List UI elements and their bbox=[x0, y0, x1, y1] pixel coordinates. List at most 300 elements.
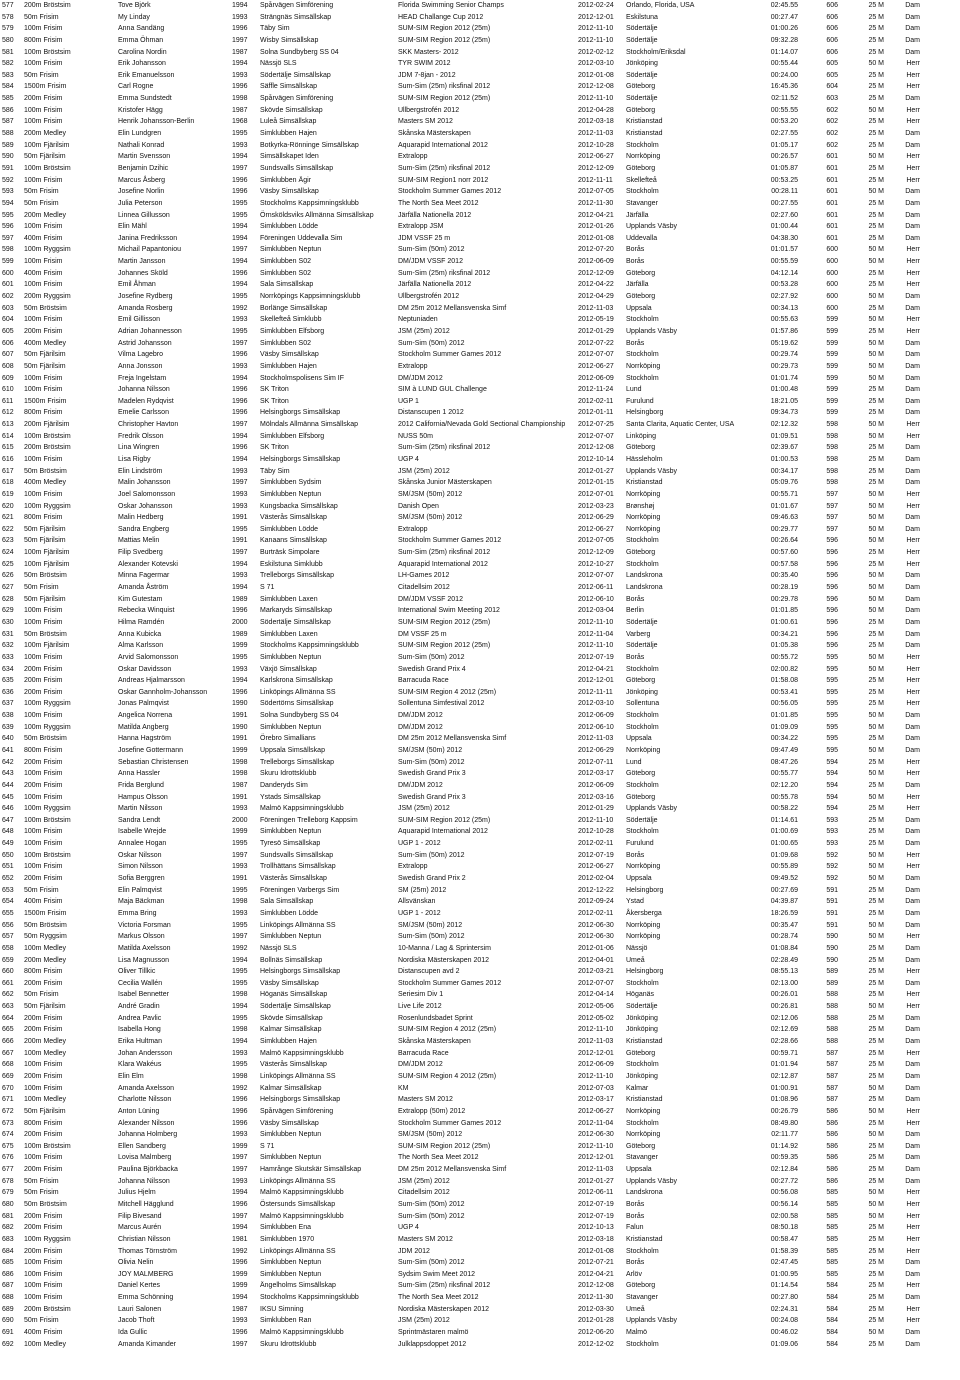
swimmer-name-cell: Anna Jonsson bbox=[118, 362, 163, 370]
date-cell: 2012-04-28 bbox=[578, 106, 614, 114]
rank-cell: 692 bbox=[2, 1340, 14, 1348]
event-cell: 100m Fjärilsim bbox=[24, 560, 70, 568]
birth-year-cell: 1993 bbox=[232, 71, 248, 79]
points-cell: 588 bbox=[826, 1026, 838, 1034]
swimmer-name-cell: Alexander Nilsson bbox=[118, 1119, 175, 1127]
competition-cell: Julklappsdoppet 2012 bbox=[398, 1340, 467, 1348]
event-cell: 100m Frisim bbox=[24, 1282, 63, 1290]
table-row bbox=[0, 326, 960, 338]
club-cell: Stockholms Kappsimningsklubb bbox=[260, 642, 359, 650]
swimmer-name-cell: Jonas Palmqvist bbox=[118, 700, 169, 708]
city-cell: Malmö bbox=[626, 1329, 648, 1337]
time-cell: 02:00.82 bbox=[770, 665, 798, 673]
rank-cell: 621 bbox=[2, 514, 14, 522]
club-cell: Linköpings Allmänna SS bbox=[260, 1072, 336, 1080]
time-cell: 04:38.30 bbox=[770, 234, 798, 242]
event-cell: 200m Frisim bbox=[24, 327, 63, 335]
date-cell: 2012-11-10 bbox=[578, 816, 614, 824]
date-cell: 2012-11-11 bbox=[578, 176, 613, 184]
gender-cell: Herr bbox=[906, 793, 920, 801]
table-row bbox=[0, 47, 960, 59]
rank-cell: 687 bbox=[2, 1282, 14, 1290]
pool-length-cell: 50 M bbox=[868, 863, 884, 871]
gender-cell: Herr bbox=[906, 1212, 920, 1220]
gender-cell: Herr bbox=[906, 770, 920, 778]
event-cell: 50m Fjärilsim bbox=[24, 362, 66, 370]
table-row bbox=[0, 466, 960, 478]
swimmer-name-cell: Filip Bivesand bbox=[118, 1212, 162, 1220]
time-cell: 08:50.18 bbox=[770, 1224, 798, 1232]
pool-length-cell: 25 M bbox=[868, 805, 884, 813]
rank-cell: 591 bbox=[2, 164, 14, 172]
birth-year-cell: 1991 bbox=[232, 712, 248, 720]
event-cell: 50m Bröstsim bbox=[24, 467, 67, 475]
event-cell: 400m Frisim bbox=[24, 234, 63, 242]
competition-cell: SM/JSM (50m) 2012 bbox=[398, 490, 463, 498]
event-cell: 100m Medley bbox=[24, 944, 67, 952]
date-cell: 2012-05-19 bbox=[578, 316, 614, 324]
city-cell: Göteborg bbox=[626, 1049, 656, 1057]
birth-year-cell: 1995 bbox=[232, 1014, 248, 1022]
gender-cell: Dam bbox=[905, 875, 920, 883]
competition-cell: The North Sea Meet 2012 bbox=[398, 1294, 479, 1302]
gender-cell: Herr bbox=[906, 677, 920, 685]
points-cell: 588 bbox=[826, 1038, 838, 1046]
competition-cell: The North Sea Meet 2012 bbox=[398, 1154, 479, 1162]
points-cell: 589 bbox=[826, 968, 838, 976]
points-cell: 599 bbox=[826, 339, 838, 347]
pool-length-cell: 25 M bbox=[868, 83, 884, 91]
pool-length-cell: 25 M bbox=[868, 816, 884, 824]
rank-cell: 585 bbox=[2, 95, 14, 103]
points-cell: 601 bbox=[826, 234, 838, 242]
event-cell: 100m Frisim bbox=[24, 828, 63, 836]
competition-cell: DM/JDM 2012 bbox=[398, 723, 443, 731]
competition-cell: Masters SM 2012 bbox=[398, 118, 453, 126]
points-cell: 595 bbox=[826, 723, 838, 731]
event-cell: 100m Frisim bbox=[24, 386, 63, 394]
city-cell: Jönköping bbox=[626, 1072, 658, 1080]
pool-length-cell: 25 M bbox=[868, 1340, 884, 1348]
club-cell: Botkyrka-Rönninge Simsällskap bbox=[260, 141, 359, 149]
points-cell: 599 bbox=[826, 374, 838, 382]
points-cell: 594 bbox=[826, 793, 838, 801]
table-row bbox=[0, 1071, 960, 1083]
swimmer-name-cell: Isabel Bennetter bbox=[118, 991, 169, 999]
club-cell: Trelleborgs Simsällskap bbox=[260, 758, 335, 766]
date-cell: 2012-03-17 bbox=[578, 770, 614, 778]
pool-length-cell: 25 M bbox=[868, 234, 884, 242]
swimmer-name-cell: Lisa Rigby bbox=[118, 455, 151, 463]
club-cell: Simklubben S02 bbox=[260, 269, 311, 277]
pool-length-cell: 50 M bbox=[868, 572, 884, 580]
swimmer-name-cell: Sandra Lendt bbox=[118, 816, 161, 824]
swimmer-name-cell: Markus Olsson bbox=[118, 933, 165, 941]
swimmer-name-cell: Linnea Gillusson bbox=[118, 211, 170, 219]
date-cell: 2012-05-06 bbox=[578, 1003, 614, 1011]
rank-cell: 596 bbox=[2, 223, 14, 231]
event-cell: 50m Frisim bbox=[24, 1177, 59, 1185]
rank-cell: 663 bbox=[2, 1003, 14, 1011]
gender-cell: Dam bbox=[905, 572, 920, 580]
club-cell: Växjö Simsällskap bbox=[260, 665, 317, 673]
city-cell: Åkersberga bbox=[626, 909, 662, 917]
pool-length-cell: 25 M bbox=[868, 1294, 884, 1302]
birth-year-cell: 1997 bbox=[232, 1166, 248, 1174]
points-cell: 597 bbox=[826, 502, 838, 510]
points-cell: 588 bbox=[826, 1003, 838, 1011]
table-row bbox=[0, 1024, 960, 1036]
date-cell: 2012-06-10 bbox=[578, 595, 614, 603]
event-cell: 100m Frisim bbox=[24, 374, 63, 382]
points-cell: 596 bbox=[826, 560, 838, 568]
swimmer-name-cell: Emma Öhman bbox=[118, 36, 164, 44]
gender-cell: Dam bbox=[905, 1026, 920, 1034]
rank-cell: 669 bbox=[2, 1072, 14, 1080]
points-cell: 597 bbox=[826, 490, 838, 498]
swimmer-name-cell: Anna Hassler bbox=[118, 770, 161, 778]
table-row bbox=[0, 1059, 960, 1071]
swimmer-name-cell: Oskar Davidsson bbox=[118, 665, 172, 673]
pool-length-cell: 25 M bbox=[868, 840, 884, 848]
event-cell: 1500m Frisim bbox=[24, 909, 67, 917]
table-row bbox=[0, 617, 960, 629]
rank-cell: 597 bbox=[2, 234, 14, 242]
city-cell: Jönköping bbox=[626, 1026, 658, 1034]
club-cell: Skuru Idrottsklubb bbox=[260, 1340, 317, 1348]
event-cell: 50m Fjärilsim bbox=[24, 525, 66, 533]
competition-cell: SUM-SIM Region 2012 (25m) bbox=[398, 1142, 491, 1150]
pool-length-cell: 50 M bbox=[868, 1131, 884, 1139]
gender-cell: Dam bbox=[905, 479, 920, 487]
rank-cell: 635 bbox=[2, 677, 14, 685]
swimmer-name-cell: Malin Johansson bbox=[118, 479, 171, 487]
time-cell: 00:34.13 bbox=[770, 304, 798, 312]
time-cell: 01:01.94 bbox=[770, 1061, 798, 1069]
birth-year-cell: 1995 bbox=[232, 130, 248, 138]
points-cell: 585 bbox=[826, 1200, 838, 1208]
birth-year-cell: 1998 bbox=[232, 758, 248, 766]
points-cell: 594 bbox=[826, 770, 838, 778]
table-row bbox=[0, 640, 960, 652]
rank-cell: 607 bbox=[2, 351, 14, 359]
gender-cell: Dam bbox=[905, 1096, 920, 1104]
time-cell: 09:47.49 bbox=[770, 747, 798, 754]
rank-cell: 627 bbox=[2, 584, 14, 592]
swimmer-name-cell: Elin Mähl bbox=[118, 223, 147, 231]
table-row bbox=[0, 314, 960, 326]
rank-cell: 665 bbox=[2, 1026, 14, 1034]
gender-cell: Herr bbox=[906, 432, 920, 440]
competition-cell: Masters SM 2012 bbox=[398, 1235, 453, 1243]
event-cell: 200m Frisim bbox=[24, 677, 63, 685]
event-cell: 200m Medley bbox=[24, 956, 67, 964]
club-cell: Simklubben Neptun bbox=[260, 653, 322, 661]
city-cell: Borås bbox=[626, 851, 645, 859]
pool-length-cell: 25 M bbox=[868, 642, 884, 650]
gender-cell: Herr bbox=[906, 60, 920, 68]
rank-cell: 670 bbox=[2, 1084, 14, 1092]
points-cell: 606 bbox=[826, 48, 838, 56]
table-row bbox=[0, 407, 960, 419]
swimmer-name-cell: Amanda Axelsson bbox=[118, 1084, 175, 1092]
gender-cell: Dam bbox=[905, 199, 920, 207]
birth-year-cell: 1991 bbox=[232, 537, 248, 545]
gender-cell: Herr bbox=[906, 246, 920, 254]
time-cell: 00:55.78 bbox=[770, 793, 798, 801]
points-cell: 587 bbox=[826, 1096, 838, 1104]
time-cell: 09:34.73 bbox=[770, 409, 798, 417]
pool-length-cell: 25 M bbox=[868, 944, 884, 952]
birth-year-cell: 1996 bbox=[232, 1200, 248, 1208]
time-cell: 00:24.00 bbox=[770, 71, 798, 79]
swimmer-name-cell: Amanda Rosberg bbox=[118, 304, 173, 312]
table-row bbox=[0, 163, 960, 175]
table-row bbox=[0, 186, 960, 198]
gender-cell: Herr bbox=[906, 758, 920, 766]
birth-year-cell: 1990 bbox=[232, 723, 248, 731]
table-row bbox=[0, 373, 960, 385]
date-cell: 2012-01-29 bbox=[578, 327, 614, 335]
competition-cell: Sum-Sim (50m) 2012 bbox=[398, 339, 465, 347]
club-cell: Helsingborgs Simsällskap bbox=[260, 1096, 341, 1104]
event-cell: 100m Frisim bbox=[24, 1294, 63, 1302]
club-cell: Södertälje Simsällskap bbox=[260, 1003, 331, 1011]
event-cell: 50m Ryggsim bbox=[24, 933, 67, 941]
city-cell: Stockholm bbox=[626, 712, 659, 720]
table-row bbox=[0, 419, 960, 431]
event-cell: 400m Frisim bbox=[24, 269, 63, 277]
birth-year-cell: 1996 bbox=[232, 1107, 248, 1115]
event-cell: 200m Frisim bbox=[24, 875, 63, 883]
points-cell: 602 bbox=[826, 141, 838, 149]
time-cell: 00:29.74 bbox=[770, 351, 798, 359]
pool-length-cell: 50 M bbox=[868, 106, 884, 114]
event-cell: 200m Frisim bbox=[24, 1014, 63, 1022]
event-cell: 100m Medley bbox=[24, 1096, 67, 1104]
pool-length-cell: 25 M bbox=[868, 1270, 884, 1278]
rank-cell: 691 bbox=[2, 1329, 14, 1337]
swimmer-name-cell: Elin Lindström bbox=[118, 467, 163, 475]
event-cell: 100m Frisim bbox=[24, 176, 63, 184]
city-cell: Hässleholm bbox=[626, 455, 663, 463]
pool-length-cell: 25 M bbox=[868, 1166, 884, 1174]
date-cell: 2012-11-10 bbox=[578, 1142, 614, 1150]
time-cell: 01:08.84 bbox=[770, 944, 798, 952]
time-cell: 00:26.01 bbox=[770, 991, 798, 999]
swimmer-name-cell: Alma Karlsson bbox=[118, 642, 164, 650]
gender-cell: Herr bbox=[906, 653, 920, 661]
swimmer-name-cell: Adrian Johannesson bbox=[118, 327, 182, 335]
swimmer-name-cell: Oskar Nilsson bbox=[118, 851, 162, 859]
birth-year-cell: 1997 bbox=[232, 246, 248, 254]
competition-cell: Skånska Mästerskapen bbox=[398, 1038, 471, 1046]
birth-year-cell: 1995 bbox=[232, 979, 248, 987]
swimmer-name-cell: Mattias Melin bbox=[118, 537, 160, 545]
rank-cell: 685 bbox=[2, 1259, 14, 1267]
rank-cell: 614 bbox=[2, 432, 14, 440]
club-cell: Simklubben Ena bbox=[260, 1224, 311, 1232]
pool-length-cell: 25 M bbox=[868, 1282, 884, 1290]
points-cell: 602 bbox=[826, 130, 838, 138]
date-cell: 2012-01-08 bbox=[578, 234, 614, 242]
event-cell: 100m Bröstsim bbox=[24, 1142, 71, 1150]
points-cell: 587 bbox=[826, 1072, 838, 1080]
event-cell: 100m Frisim bbox=[24, 1084, 63, 1092]
table-row bbox=[0, 384, 960, 396]
table-row bbox=[0, 442, 960, 454]
date-cell: 2012-01-28 bbox=[578, 1317, 614, 1325]
birth-year-cell: 1994 bbox=[232, 584, 248, 592]
table-row bbox=[0, 221, 960, 233]
points-cell: 598 bbox=[826, 432, 838, 440]
gender-cell: Herr bbox=[906, 1200, 920, 1208]
rank-cell: 681 bbox=[2, 1212, 14, 1220]
date-cell: 2012-12-09 bbox=[578, 164, 614, 172]
gender-cell: Dam bbox=[905, 444, 920, 452]
club-cell: Spårvägen Simförening bbox=[260, 2, 334, 9]
date-cell: 2012-06-27 bbox=[578, 525, 614, 533]
date-cell: 2012-06-30 bbox=[578, 921, 614, 929]
time-cell: 00:55.77 bbox=[770, 770, 798, 778]
gender-cell: Herr bbox=[906, 1003, 920, 1011]
event-cell: 100m Frisim bbox=[24, 863, 63, 871]
competition-cell: UGP 4 bbox=[398, 455, 419, 463]
club-cell: Simklubben Neptun bbox=[260, 246, 322, 254]
points-cell: 588 bbox=[826, 991, 838, 999]
date-cell: 2012-12-01 bbox=[578, 13, 614, 21]
competition-cell: Danish Open bbox=[398, 502, 439, 510]
birth-year-cell: 1997 bbox=[232, 164, 248, 172]
birth-year-cell: 1993 bbox=[232, 141, 248, 149]
competition-cell: DM 25m 2012 Mellansvenska Simf bbox=[398, 735, 507, 743]
time-cell: 01:14.61 bbox=[770, 816, 798, 824]
rank-cell: 658 bbox=[2, 944, 14, 952]
table-row bbox=[0, 1036, 960, 1048]
time-cell: 00:29.73 bbox=[770, 362, 798, 370]
swimmer-name-cell: Johan Andersson bbox=[118, 1049, 173, 1057]
club-cell: Väsby Simsällskap bbox=[260, 188, 319, 196]
competition-cell: Distanscupen 1 2012 bbox=[398, 409, 464, 417]
date-cell: 2012-12-01 bbox=[578, 1154, 614, 1162]
pool-length-cell: 25 M bbox=[868, 781, 884, 789]
date-cell: 2012-11-24 bbox=[578, 386, 614, 394]
time-cell: 02:12.84 bbox=[770, 1166, 798, 1174]
birth-year-cell: 1994 bbox=[232, 1038, 248, 1046]
city-cell: Linköping bbox=[626, 432, 656, 440]
event-cell: 100m Frisim bbox=[24, 1270, 63, 1278]
rank-cell: 603 bbox=[2, 304, 14, 312]
time-cell: 01:05.17 bbox=[770, 141, 798, 149]
points-cell: 596 bbox=[826, 584, 838, 592]
points-cell: 585 bbox=[826, 1247, 838, 1255]
club-cell: Markaryds Simsällskap bbox=[260, 607, 332, 615]
table-row bbox=[0, 210, 960, 222]
club-cell: Linköpings Allmänna SS bbox=[260, 688, 336, 696]
city-cell: Göteborg bbox=[626, 793, 656, 801]
club-cell: Danderyds Sim bbox=[260, 781, 308, 789]
city-cell: Göteborg bbox=[626, 444, 656, 452]
city-cell: Helsingborg bbox=[626, 409, 664, 417]
pool-length-cell: 50 M bbox=[868, 851, 884, 859]
time-cell: 00:28.74 bbox=[770, 933, 798, 941]
club-cell: Simklubben Neptun bbox=[260, 1259, 322, 1267]
time-cell: 01:00.48 bbox=[770, 386, 798, 394]
pool-length-cell: 25 M bbox=[868, 13, 884, 21]
city-cell: Stockholm bbox=[626, 537, 659, 545]
event-cell: 200m Frisim bbox=[24, 781, 63, 789]
rank-cell: 686 bbox=[2, 1270, 14, 1278]
swimmer-name-cell: Martin Nilsson bbox=[118, 805, 163, 813]
date-cell: 2012-12-09 bbox=[578, 549, 614, 557]
rank-cell: 629 bbox=[2, 607, 14, 615]
points-cell: 599 bbox=[826, 409, 838, 417]
date-cell: 2012-06-27 bbox=[578, 1107, 614, 1115]
competition-cell: Swedish Grand Prix 2 bbox=[398, 875, 466, 883]
event-cell: 50m Frisim bbox=[24, 584, 59, 592]
time-cell: 00:55.72 bbox=[770, 653, 798, 661]
date-cell: 2012-07-20 bbox=[578, 246, 614, 254]
event-cell: 100m Bröstsim bbox=[24, 164, 71, 172]
city-cell: Santa Clarita, Aquatic Center, USA bbox=[626, 421, 735, 429]
date-cell: 2012-11-10 bbox=[578, 36, 614, 44]
gender-cell: Herr bbox=[906, 933, 920, 941]
rank-cell: 642 bbox=[2, 758, 14, 766]
city-cell: Norrköping bbox=[626, 1131, 661, 1139]
city-cell: Stockholm/Eriksdal bbox=[626, 48, 686, 56]
points-cell: 584 bbox=[826, 1305, 838, 1313]
club-cell: Sala Simsällskap bbox=[260, 898, 314, 906]
table-row bbox=[0, 1269, 960, 1281]
table-row bbox=[0, 1246, 960, 1258]
pool-length-cell: 25 M bbox=[868, 909, 884, 917]
table-row bbox=[0, 687, 960, 699]
rank-cell: 616 bbox=[2, 455, 14, 463]
birth-year-cell: 1987 bbox=[232, 781, 248, 789]
points-cell: 593 bbox=[826, 816, 838, 824]
gender-cell: Dam bbox=[905, 723, 920, 731]
pool-length-cell: 25 M bbox=[868, 71, 884, 79]
birth-year-cell: 1998 bbox=[232, 1026, 248, 1034]
time-cell: 00:46.02 bbox=[770, 1329, 798, 1337]
club-cell: Stockholms Kappsimningsklubb bbox=[260, 199, 359, 207]
points-cell: 601 bbox=[826, 211, 838, 219]
points-cell: 601 bbox=[826, 164, 838, 172]
event-cell: 800m Frisim bbox=[24, 747, 63, 754]
pool-length-cell: 25 M bbox=[868, 2, 884, 9]
rank-cell: 647 bbox=[2, 816, 14, 824]
points-cell: 600 bbox=[826, 269, 838, 277]
birth-year-cell: 1997 bbox=[232, 1340, 248, 1348]
birth-year-cell: 1996 bbox=[232, 1329, 248, 1337]
swimmer-name-cell: Joel Salomonsson bbox=[118, 490, 176, 498]
swimmer-name-cell: Martin Jansson bbox=[118, 258, 166, 266]
pool-length-cell: 25 M bbox=[868, 1014, 884, 1022]
city-cell: Nässjö bbox=[626, 944, 648, 952]
date-cell: 2012-07-21 bbox=[578, 1259, 614, 1267]
birth-year-cell: 1994 bbox=[232, 281, 248, 289]
pool-length-cell: 25 M bbox=[868, 141, 884, 149]
time-cell: 01:01.85 bbox=[770, 712, 798, 720]
competition-cell: SUM-SIM Region 4 2012 (25m) bbox=[398, 1072, 497, 1080]
competition-cell: DM/JDM 2012 bbox=[398, 781, 443, 789]
swimmer-name-cell: Simon Nilsson bbox=[118, 863, 163, 871]
swimmer-name-cell: Anna Sandäng bbox=[118, 25, 165, 33]
pool-length-cell: 50 M bbox=[868, 188, 884, 196]
competition-cell: Aquarapid International 2012 bbox=[398, 560, 488, 568]
competition-cell: KM bbox=[398, 1084, 409, 1092]
pool-length-cell: 25 M bbox=[868, 1061, 884, 1069]
